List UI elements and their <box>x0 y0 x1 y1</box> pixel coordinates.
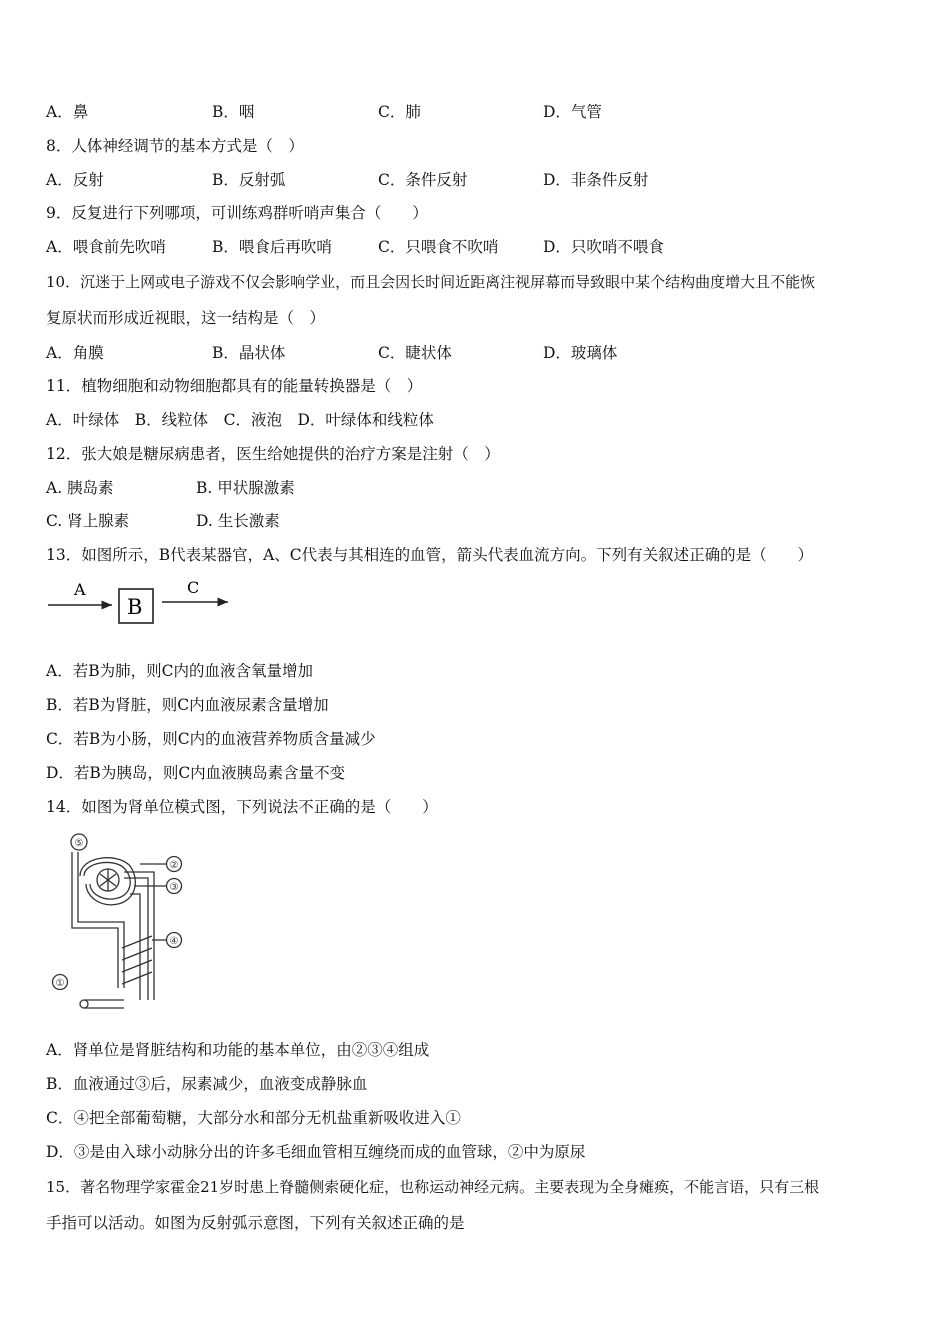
q12-option-c: C. 肾上腺素 <box>46 512 130 530</box>
q11-options: A．叶绿体 B．线粒体 C．液泡 D．叶绿体和线粒体 <box>46 411 434 429</box>
q10-option-b: B．晶状体 <box>212 344 286 362</box>
q10-option-c: C．睫状体 <box>378 344 452 362</box>
q12-option-d: D. 生长激素 <box>196 512 280 530</box>
q14-label-5: ⑤ <box>74 838 84 849</box>
q9-option-b: B．喂食后再吹哨 <box>212 238 332 256</box>
q14-option-b: B．血液通过③后，尿素减少，血液变成静脉血 <box>46 1075 368 1093</box>
q12-stem: 12．张大娘是糖尿病患者，医生给她提供的治疗方案是注射（ ） <box>46 445 500 463</box>
q14-nephron-figure <box>44 828 194 1018</box>
q14-label-3: ③ <box>169 882 179 893</box>
q9-stem: 9．反复进行下列哪项，可训练鸡群听哨声集合（ ） <box>46 204 428 222</box>
q13-option-d: D．若B为胰岛，则C内血液胰岛素含量不变 <box>46 764 346 782</box>
q9-option-c: C．只喂食不吹哨 <box>378 238 499 256</box>
q13-option-c: C．若B为小肠，则C内的血液营养物质含量减少 <box>46 730 376 748</box>
q15-stem-line1: 15．著名物理学家霍金21岁时患上脊髓侧索硬化症，也称运动神经元病。主要表现为全身瘫痪，不能言语，只有三根 <box>46 1178 820 1196</box>
q8-stem: 8．人体神经调节的基本方式是（ ） <box>46 137 304 155</box>
q13-label-c: C <box>187 578 200 597</box>
q7-option-c: C．肺 <box>378 103 421 121</box>
q7-option-b: B．咽 <box>212 103 255 121</box>
q8-option-d: D．非条件反射 <box>543 171 649 189</box>
q13-stem: 13．如图所示，B代表某器官，A、C代表与其相连的血管，箭头代表血流方向。下列有关叙述正确的是（ ） <box>46 546 814 564</box>
q14-label-2: ② <box>169 860 179 871</box>
q9-option-d: D．只吹哨不喂食 <box>543 238 664 256</box>
q14-option-c: C．④把全部葡萄糖，大部分水和部分无机盐重新吸收进入① <box>46 1109 461 1127</box>
q10-stem-line2: 复原状而形成近视眼，这一结构是（ ） <box>46 309 326 327</box>
q12-option-a: A. 胰岛素 <box>46 479 114 497</box>
q14-option-a: A．肾单位是肾脏结构和功能的基本单位，由②③④组成 <box>46 1041 430 1059</box>
q11-stem: 11．植物细胞和动物细胞都具有的能量转换器是（ ） <box>46 377 423 395</box>
q14-label-4: ④ <box>169 936 179 947</box>
q14-label-1: ① <box>55 978 65 989</box>
q9-option-a: A．喂食前先吹哨 <box>46 238 166 256</box>
q13-option-a: A．若B为肺，则C内的血液含氧量增加 <box>46 662 313 680</box>
q14-option-d: D．③是由入球小动脉分出的许多毛细血管相互缠绕而成的血管球，②中为原尿 <box>46 1143 586 1161</box>
q10-stem-line1: 10．沉迷于上网或电子游戏不仅会影响学业，而且会因长时间近距离注视屏幕而导致眼中某个结构曲度增大且不能恢 <box>46 273 816 291</box>
q8-option-a: A．反射 <box>46 171 104 189</box>
q13-label-b: B <box>127 595 143 619</box>
q12-option-b: B. 甲状腺激素 <box>196 479 295 497</box>
q7-option-a: A．鼻 <box>46 103 89 121</box>
q13-option-b: B．若B为肾脏，则C内血液尿素含量增加 <box>46 696 329 714</box>
q8-option-c: C．条件反射 <box>378 171 468 189</box>
q7-option-d: D．气管 <box>543 103 602 121</box>
q10-option-a: A．角膜 <box>46 344 104 362</box>
q15-stem-line2: 手指可以活动。如图为反射弧示意图，下列有关叙述正确的是 <box>46 1214 465 1232</box>
q14-stem: 14．如图为肾单位模式图，下列说法不正确的是（ ） <box>46 798 438 816</box>
q10-option-d: D．玻璃体 <box>543 344 618 362</box>
q13-blood-flow-figure <box>44 575 244 630</box>
q8-option-b: B．反射弧 <box>212 171 286 189</box>
q13-label-a: A <box>74 580 86 599</box>
